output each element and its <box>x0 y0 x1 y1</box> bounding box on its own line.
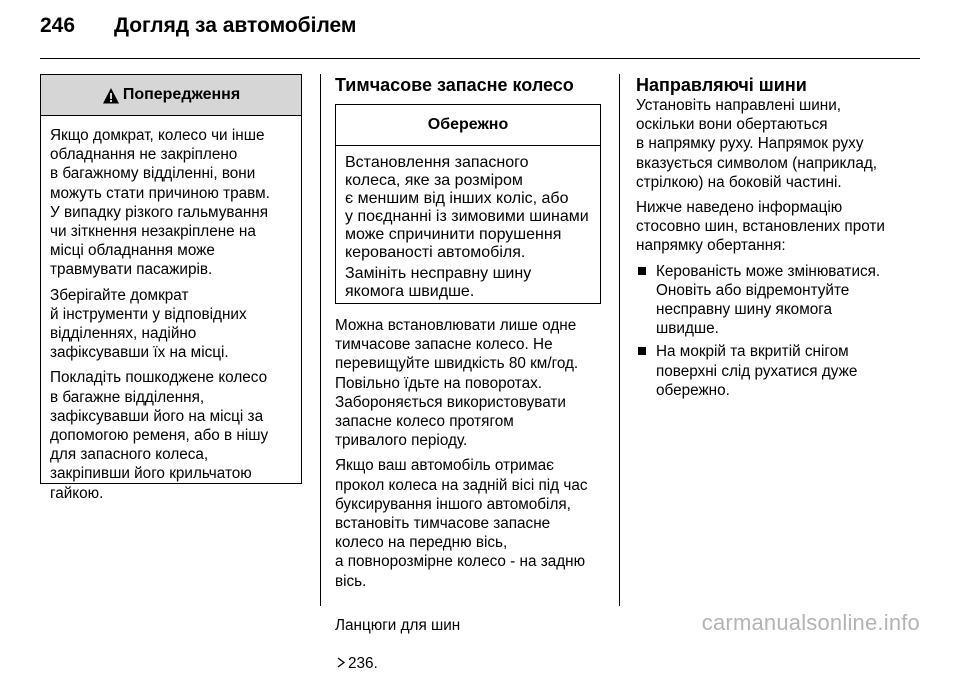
column-divider <box>320 74 321 606</box>
column-temp-spare <box>335 74 607 101</box>
body-paragraph: Установіть направлені шини, оскільки вони обертаються в напрямку руху. Напрямок руху вказується символом (наприклад, стрілкою) на боковій частині. <box>636 97 878 191</box>
page-header <box>40 14 356 44</box>
header-rule <box>40 58 920 59</box>
arrow-reference-icon <box>337 635 346 646</box>
caution-paragraph: Встановлення запасного колеса, яке за розміром є меншим від інших коліс, або у поєднанні із зимовими шинами може спричинити порушення керованості автомобіля. <box>345 154 589 261</box>
chains-text: Ланцюги для шин <box>335 617 461 635</box>
warning-title: Попередження <box>122 86 241 104</box>
body-paragraph: Можна встановлювати лише одне тимчасове запасне колесо. Не перевищуйте швидкість 80 км/год. Повільно їдьте на поворотах. Забороняється використовувати запасне колесо протягом тривалого періоду. <box>335 317 579 450</box>
section-title-directional: Направляючі шини <box>636 75 807 95</box>
watermark: carmanualsonline.info <box>701 610 920 635</box>
body-paragraph: Якщо ваш автомобіль отримає прокол колеса на задній вісі під час буксирування іншого автомобіля, встановіть тимчасове запасне колесо на передню вісь, а повнорозмірне колесо - на задню вісь. <box>335 457 588 590</box>
list-item: На мокрій та вкритій снігом поверхні слід рухатися дуже обережно. <box>636 342 922 400</box>
temp-spare-text <box>335 316 607 680</box>
warning-paragraph: Якщо домкрат, колесо чи інше обладнання не закріплено в багажному відділенні, вони можуть стати причиною травм. У випадку різкого гальмування чи зіткнення незакріплене на місці обладнання може травмувати пасажирів. <box>50 127 270 279</box>
body-paragraph: Нижче наведено інформацію стосовно шин, встановлених проти напрямку обертання: <box>636 199 885 255</box>
bullet-list <box>636 262 922 400</box>
warning-header <box>41 75 301 116</box>
warning-paragraph: Покладіть пошкоджене колесо в багажне відділення, зафіксувавши його на місці за допомогою ременя, або в нішу для запасного колеса, закріпивши його крильчатою гайкою. <box>50 369 269 502</box>
caution-body <box>336 146 600 301</box>
page-number: 246 <box>40 14 76 37</box>
list-item: Керованість може змінюватися. Оновіть або відремонтуйте несправну шину якомога швидше. <box>636 262 922 339</box>
caution-paragraph: Замініть несправну шину якомога швидше. <box>345 265 532 300</box>
section-title-temp-spare: Тимчасове запасне колесо <box>335 75 574 95</box>
caution-box <box>335 104 601 304</box>
warning-triangle-icon <box>102 87 120 105</box>
chains-reference <box>335 597 607 674</box>
warning-body <box>41 116 301 503</box>
caution-header: Обережно <box>336 105 600 146</box>
column-divider <box>619 74 620 606</box>
page-title: Догляд за автомобілем <box>114 14 357 37</box>
column-directional <box>636 74 922 404</box>
warning-box <box>40 74 302 502</box>
chains-page-link[interactable]: 236. <box>348 655 378 673</box>
warning-paragraph: Зберігайте домкрат й інструменти у відповідних відділеннях, надійно зафіксувавши їх на місці. <box>50 286 247 362</box>
